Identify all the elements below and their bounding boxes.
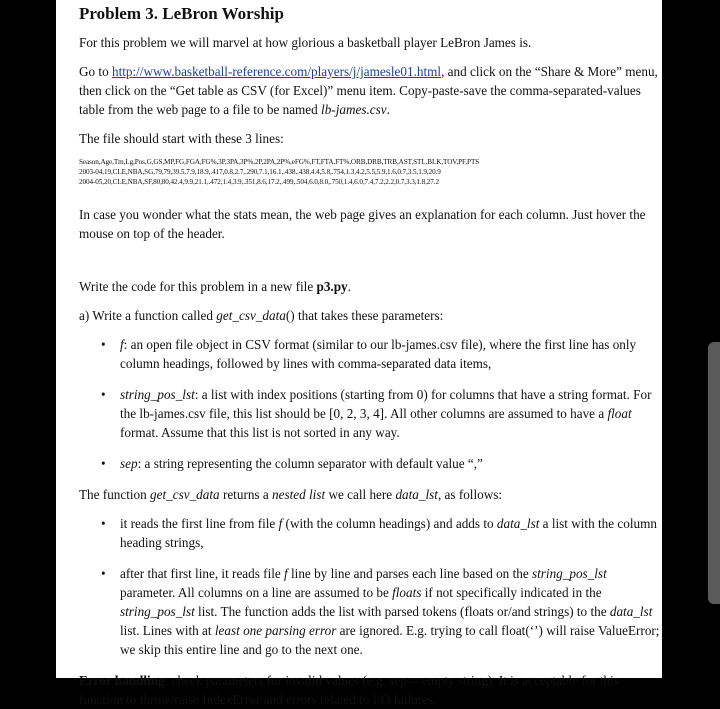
- csv-line: 2003-04,19,CLE,NBA,SG,79,79,39.5,7.9,18.9,.417,0.8,2.7,.290,7.1,16.1,.438,.438,4.4,5.8,.754,1.3,4.2,5.5,5.9,1.6,0.7,3.5,1.9,20.9: [79, 168, 441, 176]
- list-item: • string_pos_lst: a list with index positions (starting from 0) for columns that have a string format. For the lb-james.csv file, this list should be [0, 2, 3, 4]. All other columns are assumed to have a float format. Assume that this list is not sorted in any way.: [101, 387, 652, 440]
- returns-paragraph: The function get_csv_data returns a nested list we call here data_lst, as follows:: [79, 487, 503, 502]
- goto-paragraph: Go to http://www.basketball-reference.com/players/j/jamesle01.html, and click on the “Share & More” menu, then click on the “Get table as CSV (for Excel)” menu item. Copy-paste-save the comma-separated-values table from the web page to a file to be named lb-james.csv.: [79, 64, 658, 117]
- document-page: [56, 0, 662, 707]
- list-item: • f: an open file object in CSV format (similar to our lb-james.csv file), where the first line has only column headings, followed by lines with comma-separated data items,: [101, 337, 637, 371]
- list-item: • it reads the first line from file f (with the column headings) and adds to data_lst a list with the column heading strings,: [101, 516, 657, 550]
- part-a-heading: a) Write a function called get_csv_data() that takes these parameters:: [79, 308, 444, 323]
- parameter-list: [79, 335, 662, 473]
- list-item: • sep: a string representing the column separator with default value “,”: [101, 456, 483, 471]
- list-item: • after that first line, it reads file f line by line and parses each line based on the string_pos_lst parameter. All columns on a line are assumed to be floats if not specifically indicated in the string_pos_lst list. The function adds the list with parsed tokens (floats or/and strings) to the data_lst list. Lines with at least one parsing error are ignored. E.g. trying to call float(‘’) will raise ValueError; we skip this entire line and go to the next one.: [101, 566, 660, 657]
- stats-note: In case you wonder what the stats mean, the web page gives an explanation for each column. Just hover the mouse on top of the header.: [79, 207, 646, 241]
- csv-line: 2004-05,20,CLE,NBA,SF,80,80,42.4,9.9,21.1,.472,1.4,3.9,.351,8.6,17.2,.499,.504,6.0,8.0,.750,1.4,6.0,7.4,7.2,2.2,0.7,3.3,1.8,27.2: [79, 178, 439, 186]
- write-code-paragraph: Write the code for this problem in a new file p3.py.: [79, 279, 351, 294]
- error-handling-label: Error handling: [79, 673, 165, 688]
- csv-filename: lb-james.csv: [321, 102, 387, 117]
- file-start-text: The file should start with these 3 lines:: [79, 131, 284, 146]
- behaviour-list: [79, 514, 662, 659]
- scrollbar-handle[interactable]: [708, 342, 720, 604]
- function-name: get_csv_data: [216, 308, 286, 323]
- csv-sample: [79, 157, 662, 187]
- filename-p3: p3.py: [316, 279, 348, 294]
- intro-paragraph: For this problem we will marvel at how glorious a basketball player LeBron James is.: [79, 35, 532, 50]
- page-title: Problem 3. LeBron Worship: [79, 4, 284, 23]
- player-page-link[interactable]: http://www.basketball-reference.com/players/j/jamesle01.html: [111, 64, 442, 79]
- csv-line: Season,Age,Tm,Lg,Pos,G,GS,MP,FG,FGA,FG%,3P,3PA,3P%,2P,2PA,2P%,eFG%,FT,FTA,FT%,ORB,DRB,TRB,AST,STL,BLK,TOV,PF,PTS: [79, 158, 480, 166]
- error-handling-paragraph: Error handling: check parameters for invalid values (e.g. sep==empty string). It is acceptable for this function to throw/raise IndexError and errors related to I/O failures.: [79, 673, 619, 707]
